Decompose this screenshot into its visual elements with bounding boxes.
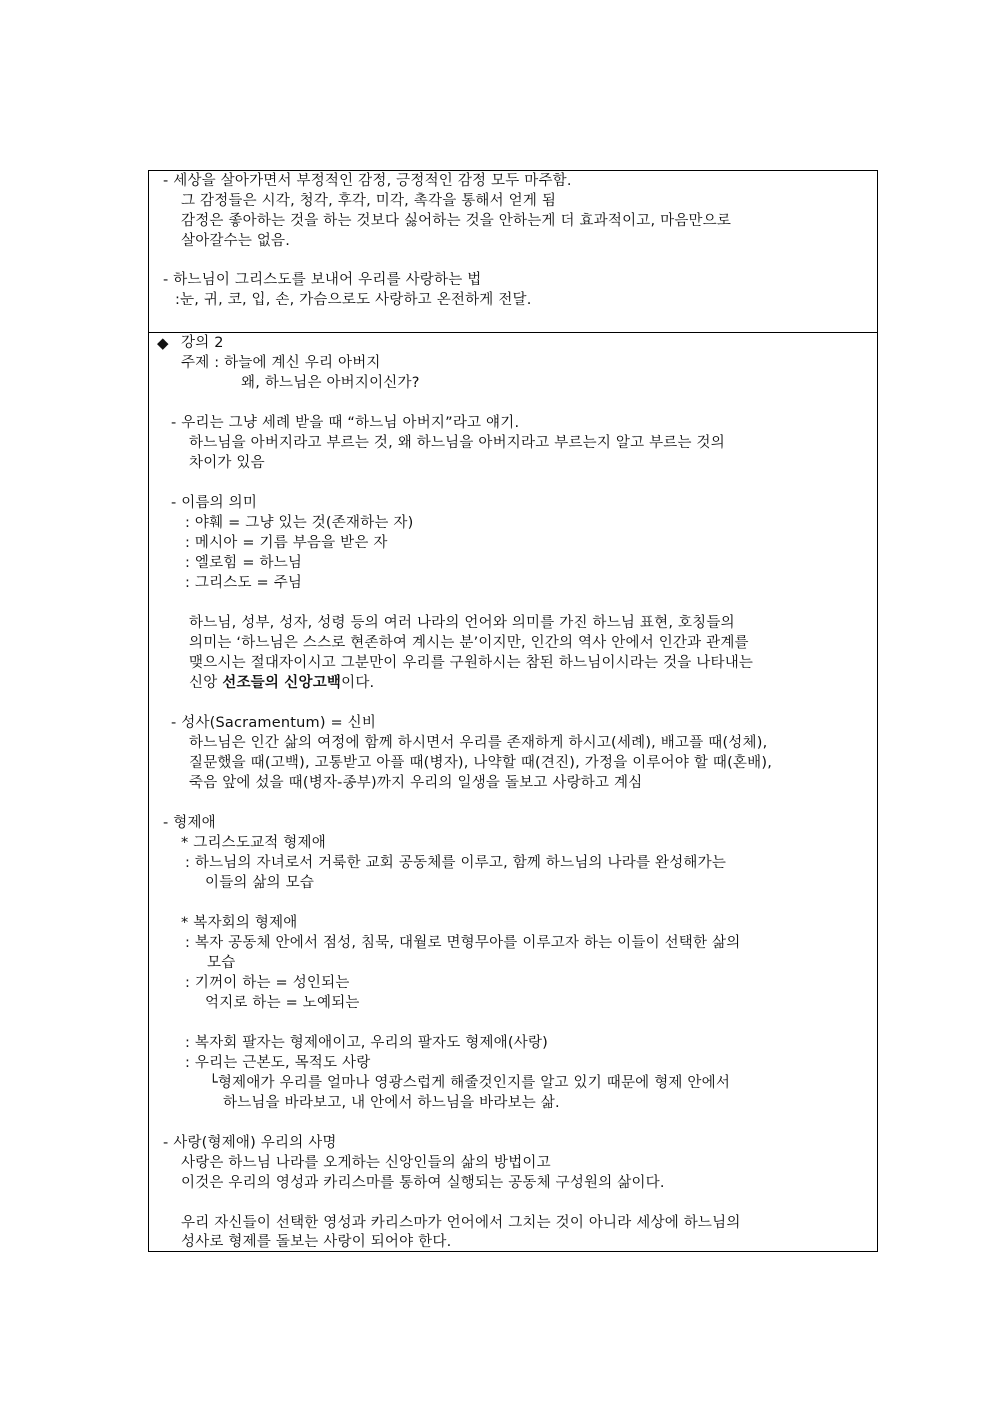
text-line: * 그리스도교적 형제애: [181, 835, 326, 851]
text-line: 이것은 우리의 영성과 카리스마를 통하여 실행되는 공동체 구성원의 삶이다.: [181, 1175, 665, 1191]
text-line: - 성사(Sacramentum) = 신비: [171, 715, 377, 731]
text-line: : 복자회 팔자는 형제애이고, 우리의 팔자도 형제애(사랑): [185, 1035, 549, 1051]
text-line: 의미는 ‘하느님은 스스로 현존하여 계시는 분’이지만, 인간의 역사 안에서 인간과 관계를: [189, 635, 749, 651]
text-line: 성사로 형제를 돌보는 사랑이 되어야 한다.: [181, 1234, 452, 1250]
text-line: - 하느님이 그리스도를 보내어 우리를 사랑하는 법: [163, 272, 482, 288]
text-line: 그 감정들은 시각, 청각, 후각, 미각, 촉각을 통해서 얻게 됨: [181, 193, 557, 209]
text-line: : 엘로힘 = 하느님: [185, 555, 303, 571]
text-line: 죽음 앞에 섰을 때(병자-종부)까지 우리의 일생을 돌보고 사랑하고 계심: [189, 775, 643, 791]
document-table: [148, 170, 878, 1252]
text-line: 질문했을 때(고백), 고통받고 아플 때(병자), 나약할 때(견진), 가정을 이루어야 할 때(혼배),: [189, 755, 773, 771]
text-line: 살아갈수는 없음.: [181, 233, 291, 249]
text-line: 이들의 삶의 모습: [205, 875, 315, 891]
text-span: 이다.: [341, 675, 375, 691]
topic-subline: 왜, 하느님은 아버지이신가?: [241, 375, 420, 391]
section-1-cell: [149, 171, 877, 333]
diamond-bullet-icon: ◆: [157, 334, 169, 352]
text-line: 모습: [207, 955, 236, 971]
text-line: 맺으시는 절대자이시고 그분만이 우리를 구원하시는 참된 하느님이시라는 것을 나타내는: [189, 655, 754, 671]
text-line: - 사랑(형제애) 우리의 사명: [163, 1135, 337, 1151]
text-line: └형제애가 우리를 얼마나 영광스럽게 해줄것인지를 알고 있기 때문에 형제 안에서: [209, 1075, 731, 1091]
text-line: 하느님, 성부, 성자, 성령 등의 여러 나라의 언어와 의미를 가진 하느님 표현, 호칭들의: [189, 615, 735, 631]
text-line: 우리 자신들이 선택한 영성과 카리스마가 언어에서 그치는 것이 아니라 세상에 하느님의: [181, 1215, 741, 1231]
text-line: : 하느님의 자녀로서 거룩한 교회 공동체를 이루고, 함께 하느님의 나라를 완성해가는: [185, 855, 727, 871]
text-line: 하느님을 아버지라고 부르는 것, 왜 하느님을 아버지라고 부르는지 알고 부르는 것의: [189, 435, 725, 451]
text-line: :눈, 귀, 코, 입, 손, 가슴으로도 사랑하고 온전하게 전달.: [175, 292, 532, 308]
text-line: * 복자회의 형제애: [181, 915, 298, 931]
text-line: - 세상을 살아가면서 부정적인 감정, 긍정적인 감정 모두 마주함.: [163, 173, 572, 189]
text-line: 하느님을 바라보고, 내 안에서 하느님을 바라보는 삶.: [223, 1095, 560, 1111]
bold-phrase: 선조들의 신앙고백: [222, 675, 342, 691]
text-line: - 우리는 그냥 세례 받을 때 “하느님 아버지”라고 얘기.: [171, 415, 520, 431]
text-line: : 복자 공동체 안에서 점성, 침묵, 대월로 면형무아를 이루고자 하는 이들이 선택한 삶의: [185, 935, 741, 951]
text-line: 하느님은 인간 삶의 여정에 함께 하시면서 우리를 존재하게 하시고(세례), 배고플 때(성체),: [189, 735, 768, 751]
lecture-heading: 강의 2: [181, 335, 224, 351]
text-line: 사랑은 하느님 나라를 오게하는 신앙인들의 삶의 방법이고: [181, 1155, 551, 1171]
text-span: 신앙: [189, 675, 223, 691]
text-line: : 그리스도 = 주님: [185, 575, 303, 591]
topic-line: 주제 : 하늘에 계신 우리 아버지: [181, 355, 381, 371]
text-line: 억지로 하는 = 노예되는: [205, 995, 360, 1011]
text-line: 차이가 있음: [189, 455, 265, 471]
text-line: 감정은 좋아하는 것을 하는 것보다 싫어하는 것을 안하는게 더 효과적이고, 마음만으로: [181, 213, 732, 229]
section-2-cell: [149, 333, 877, 1251]
text-line: : 기꺼이 하는 = 성인되는: [185, 975, 350, 991]
text-line: : 우리는 근본도, 목적도 사랑: [185, 1055, 371, 1071]
text-line: [189, 673, 374, 693]
text-line: : 야훼 = 그냥 있는 것(존재하는 자): [185, 515, 414, 531]
text-line: : 메시아 = 기름 부음을 받은 자: [185, 535, 388, 551]
text-line: - 형제애: [163, 815, 216, 831]
text-line: - 이름의 의미: [171, 495, 258, 511]
